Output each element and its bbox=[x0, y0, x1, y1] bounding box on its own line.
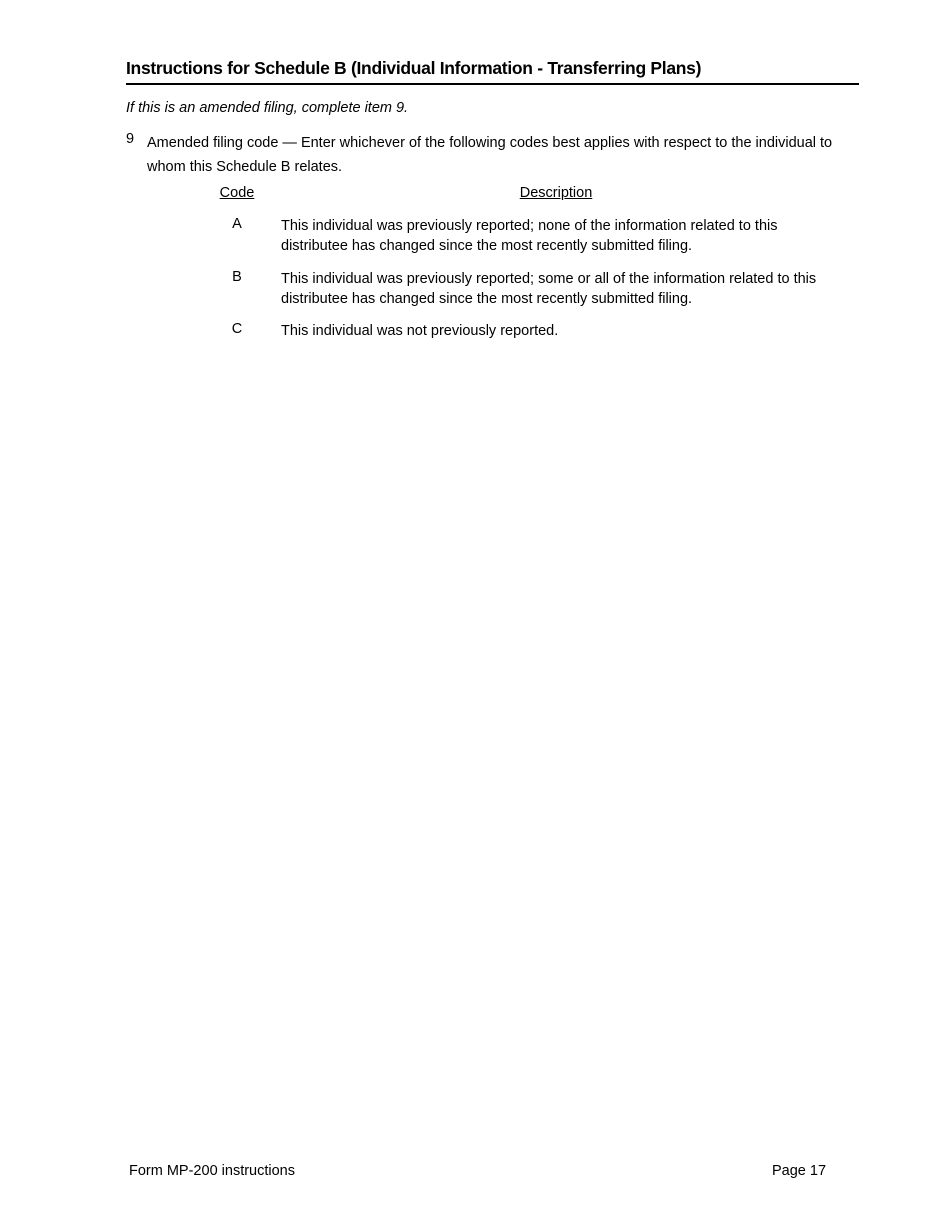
description-cell: This individual was previously reported; none of the information related to this distributee has changed since the most recently submitted filing. bbox=[281, 218, 778, 254]
code-cell: C bbox=[231, 321, 243, 337]
description-column-header: Description bbox=[519, 185, 593, 201]
footer-page-number: Page 17 bbox=[772, 1163, 827, 1179]
amended-filing-note: If this is an amended filing, complete item 9. bbox=[126, 100, 409, 116]
description-cell: This individual was not previously reported. bbox=[281, 323, 559, 339]
description-cell: This individual was previously reported; some or all of the information related to this distributee has changed since the most recently submitted filing. bbox=[281, 271, 817, 307]
item-9-instruction: Amended filing code — Enter whichever of the following codes best applies with respect to the individual to whom this Schedule B relates. bbox=[147, 135, 833, 175]
code-column-header: Code bbox=[219, 185, 255, 201]
item-number: 9 bbox=[126, 131, 135, 147]
code-cell: A bbox=[232, 216, 242, 232]
footer-form-name: Form MP-200 instructions bbox=[129, 1163, 295, 1179]
code-cell: B bbox=[232, 269, 242, 285]
page-title: Instructions for Schedule B (Individual Information - Transferring Plans) bbox=[126, 58, 859, 85]
